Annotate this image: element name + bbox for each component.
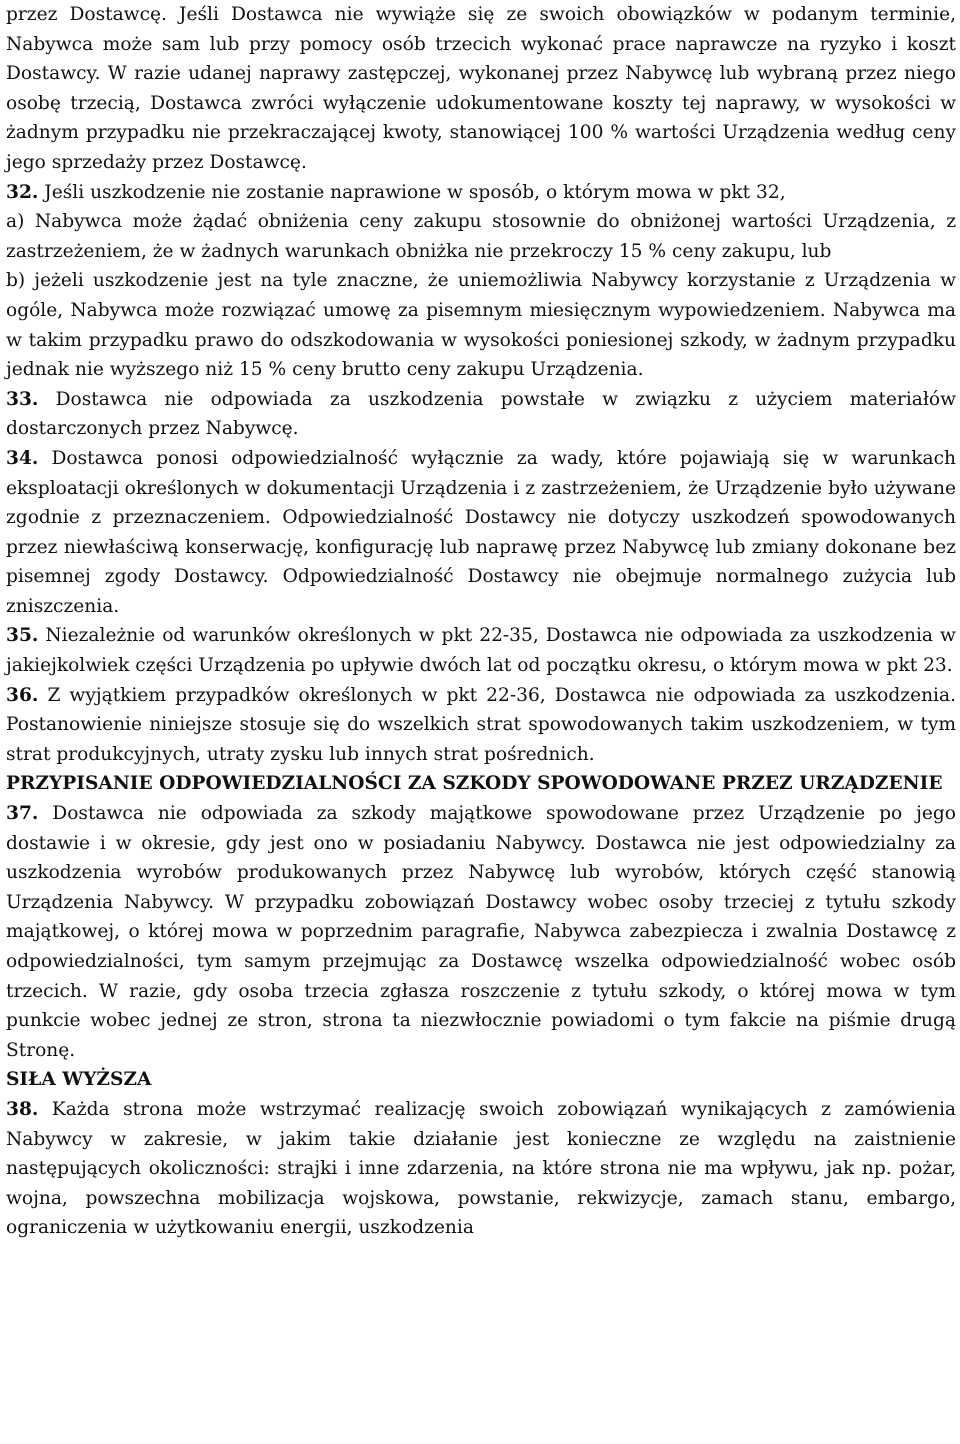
paragraph-text: Jeśli uszkodzenie nie zostanie naprawione w sposób, o którym mowa w pkt 32,	[44, 181, 786, 203]
paragraph-number: 38.	[6, 1098, 39, 1120]
paragraph-32b	[6, 266, 956, 384]
section-heading-force-majeure: SIŁA WYŻSZA	[6, 1069, 152, 1091]
paragraph-text: przez Dostawcę. Jeśli Dostawca nie wywiąże się ze swoich obowiązków w podanym terminie, Nabywca może sam lub przy pomocy osób trzecich wykonać prace naprawcze na ryzyko i koszt Dostawcy. W razie udanej naprawy zastępczej, wykonanej przez Nabywcę lub wybraną przez niego osobę trzecią, Dostawca zwróci wyłączenie udokumentowane koszty tej naprawy, w wysokości w żadnym przypadku nie przekraczającej kwoty, stanowiącej 100 % wartości Urządzenia według ceny jego sprzedaży przez Dostawcę.	[6, 4, 956, 173]
paragraph-text: Dostawca nie odpowiada za szkody majątkowe spowodowane przez Urządzenie po jego dostawie i w okresie, gdy jest ono w posiadaniu Nabywcy. Dostawca nie jest odpowiedzialny za uszkodzenia wyrobów produkowanych przez Nabywcę lub wyrobów, których część stanowią Urządzenia Nabywcy. W przypadku zobowiązań Dostawcy wobec osoby trzeciej z tytułu szkody majątkowej, o której mowa w poprzednim paragrafie, Nabywca zabezpiecza i zwalnia Dostawcę z odpowiedzialności, tym samym przejmując za Dostawcę wszelka odpowiedzialność wobec osób trzecich. W razie, gdy osoba trzecia zgłasza roszczenie z tytułu szkody, o której mowa w tym punkcie wobec jednej ze stron, strona ta niezwłocznie powiadomi o tym fakcie na piśmie drugą Stronę.	[6, 803, 956, 1061]
paragraph-32a	[6, 207, 956, 266]
paragraph-37	[6, 799, 956, 1065]
paragraph-text: a) Nabywca może żądać obniżenia ceny zakupu stosownie do obniżonej wartości Urządzenia, z zastrzeżeniem, że w żadnych warunkach obniżka nie przekroczy 15 % ceny zakupu, lub	[6, 211, 956, 262]
paragraph-text: Niezależnie od warunków określonych w pkt 22-35, Dostawca nie odpowiada za uszkodzenia w jakiejkolwiek części Urządzenia po upływie dwóch lat od początku okresu, o którym mowa w pkt 23.	[6, 625, 956, 677]
paragraph-intro	[6, 0, 956, 178]
paragraph-number: 33.	[6, 388, 39, 410]
paragraph-text: Dostawca ponosi odpowiedzialność wyłącznie za wady, które pojawiają się w warunkach eksploatacji określonych w dokumentacji Urządzenia i z zastrzeżeniem, że Urządzenie było używane zgodnie z przeznaczeniem. Odpowiedzialność Dostawcy nie dotyczy uszkodzeń spowodowanych przez niewłaściwą konserwację, konfigurację lub naprawę przez Nabywcę lub zmiany dokonane bez pisemnej zgody Dostawcy. Odpowiedzialność Dostawcy nie obejmuje normalnego zużycia lub zniszczenia.	[6, 447, 956, 617]
paragraph-text: Każda strona może wstrzymać realizację swoich zobowiązań wynikających z zamówienia Nabywcy w zakresie, w jakim takie działanie jest konieczne ze względu na zaistnienie następujących okoliczności: strajki i inne zdarzenia, na które strona nie ma wpływu, jak np. pożar, wojna, powszechna mobilizacja wojskowa, powstanie, rekwizycje, zamach stanu, embargo, ograniczenia w użytkowaniu energii, uszkodzenia	[6, 1098, 956, 1239]
paragraph-35	[6, 621, 956, 680]
paragraph-text: b) jeżeli uszkodzenie jest na tyle znaczne, że uniemożliwia Nabywcy korzystanie z Urządzenia w ogóle, Nabywca może rozwiązać umowę za pisemnym miesięcznym wypowiedzeniem. Nabywca ma w takim przypadku prawo do odszkodowania w wysokości poniesionej szkody, w żadnym przypadku jednak nie wyższego niż 15 % ceny brutto ceny zakupu Urządzenia.	[6, 270, 956, 381]
paragraph-32	[6, 178, 956, 208]
paragraph-number: 37.	[6, 803, 39, 825]
paragraph-34	[6, 444, 956, 622]
paragraph-text: Dostawca nie odpowiada za uszkodzenia powstałe w związku z użyciem materiałów dostarczonych przez Nabywcę.	[6, 388, 956, 440]
paragraph-number: 32.	[6, 181, 39, 203]
paragraph-36	[6, 681, 956, 770]
paragraph-number: 34.	[6, 447, 39, 469]
paragraph-text: Z wyjątkiem przypadków określonych w pkt 22-36, Dostawca nie odpowiada za uszkodzenia. Postanowienie niniejsze stosuje się do wszelkich strat spowodowanych takim uszkodzeniem, w tym strat produkcyjnych, utraty zysku lub innych strat pośrednich.	[6, 684, 956, 765]
paragraph-33	[6, 385, 956, 444]
section-heading-liability: PRZYPISANIE ODPOWIEDZIALNOŚCI ZA SZKODY SPOWODOWANE PRZEZ URZĄDZENIE	[6, 773, 943, 795]
paragraph-38	[6, 1095, 956, 1243]
paragraph-number: 36.	[6, 684, 39, 706]
paragraph-number: 35.	[6, 625, 39, 647]
